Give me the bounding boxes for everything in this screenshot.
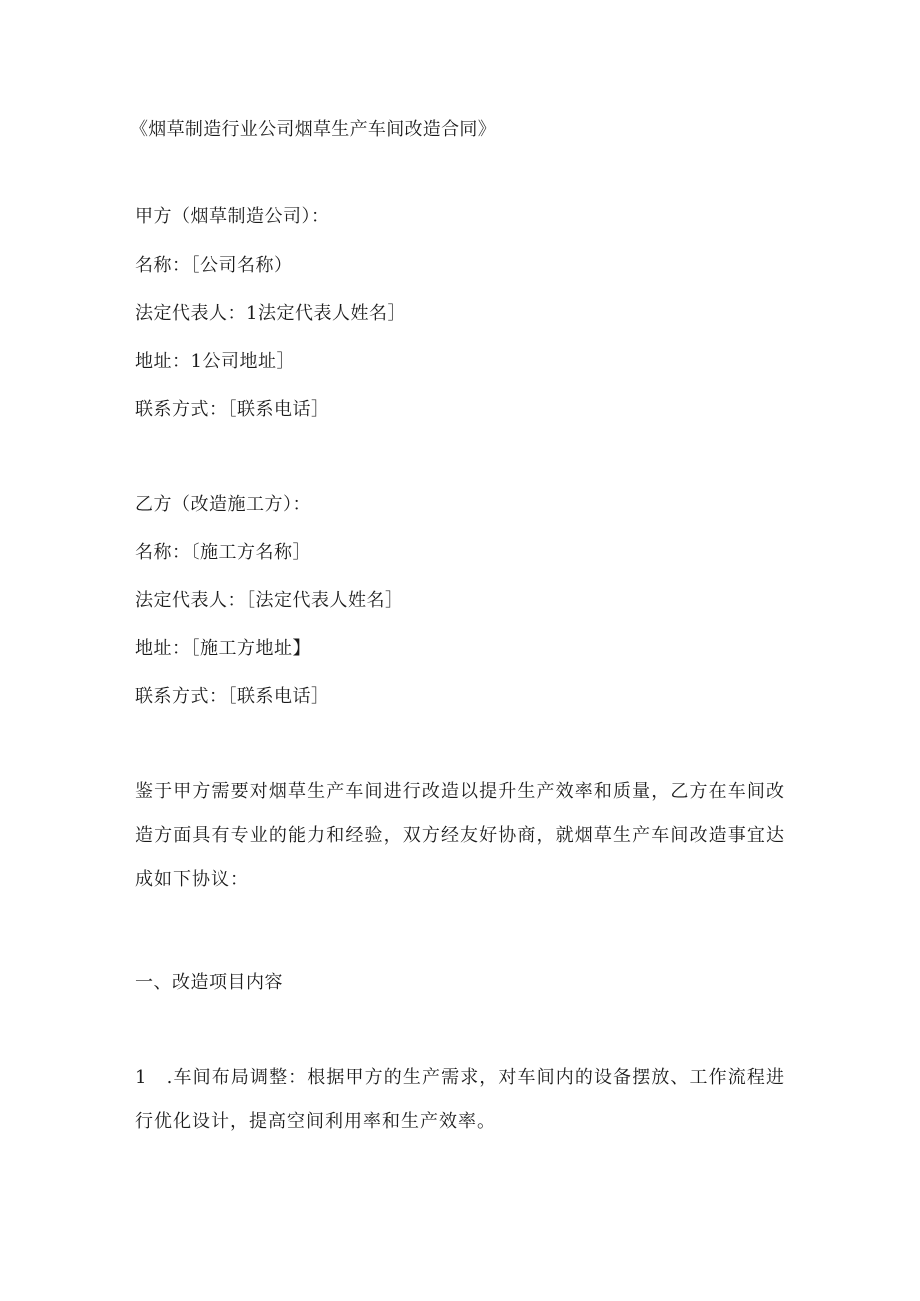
party-b-address: 地址：［施工方地址】 (135, 638, 311, 659)
party-b-heading: 乙方（改造施工方）： (135, 494, 311, 515)
party-b-name: 名称：〔施工方名称］ (135, 542, 311, 563)
party-b-contact: 联系方式：［联系电话］ (135, 686, 330, 707)
party-a-contact: 联系方式：［联系电话］ (135, 399, 330, 420)
party-a-heading: 甲方（烟草制造公司）： (135, 206, 330, 227)
party-a-representative: 法定代表人：1法定代表人姓名］ (135, 303, 406, 324)
party-a-address: 地址：1公司地址］ (135, 351, 295, 372)
contract-title: 《烟草制造行业公司烟草生产车间改造合同》 (130, 119, 496, 140)
preamble-paragraph: 鉴于甲方需要对烟草生产车间进行改造以提升生产效率和质量，乙方在车间改造方面具有专业的能力和经验，双方经友好协商，就烟草生产车间改造事宜达成如下协议： (135, 781, 785, 890)
section-1-heading: 一、改造项目内容 (135, 972, 283, 993)
party-b-representative: 法定代表人：［法定代表人姓名］ (135, 590, 404, 611)
party-a-name: 名称：［公司名称） (135, 255, 293, 276)
section-1-item-1: 1 .车间布局调整：根据甲方的生产需求，对车间内的设备摆放、工作流程进行优化设计，提高空间利用率和生产效率。 (135, 1067, 785, 1132)
